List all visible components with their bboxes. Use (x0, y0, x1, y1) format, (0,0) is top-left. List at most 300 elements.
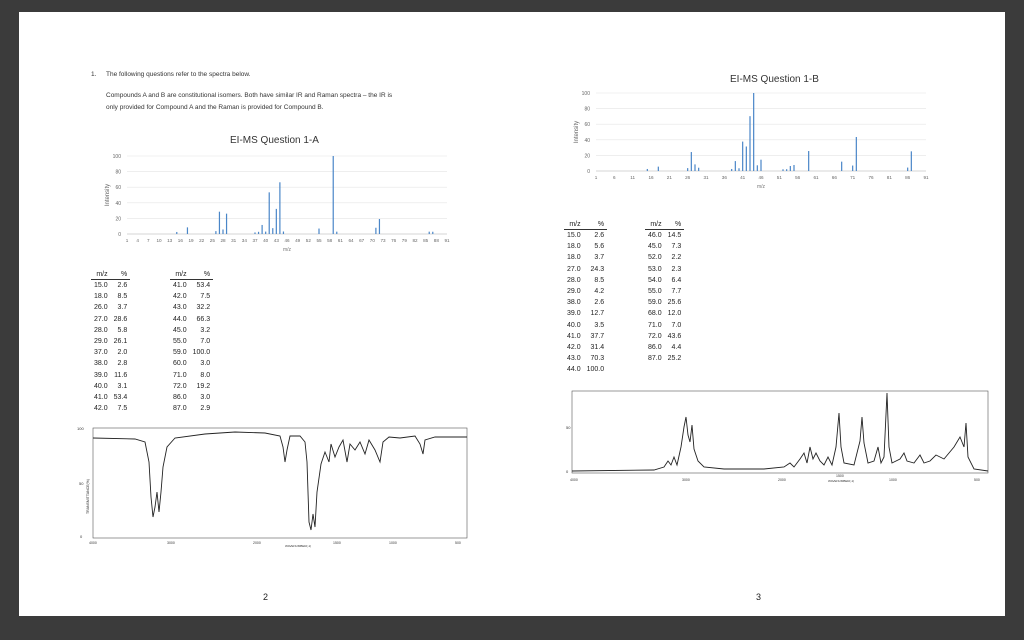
y-tick-label: 0 (587, 169, 590, 175)
ir-x-tick-3000: 3000 (167, 541, 175, 545)
x-tick-label: 61 (337, 238, 343, 243)
y-tick-label: 40 (584, 137, 590, 144)
table-row (645, 331, 684, 342)
ir-y-tick-100: 100 (77, 426, 84, 431)
intensity-value: 31.4 (590, 343, 605, 351)
x-tick-label: 61 (813, 175, 819, 180)
raman-x-tick-1500: 1500 (836, 474, 844, 478)
mz-table-left (91, 270, 130, 414)
y-tick-label: 20 (584, 153, 590, 160)
table-row (91, 325, 130, 336)
y-axis-label: Intensity (105, 183, 111, 207)
mz-value: 43.0 (173, 304, 187, 312)
table-row (91, 302, 130, 313)
mz-value: 28.0 (567, 276, 581, 284)
mz-value: 53.0 (648, 265, 662, 273)
intensity-value: 12.7 (590, 310, 605, 318)
bar (757, 165, 758, 171)
intensity-value: 28.6 (113, 315, 128, 323)
intensity-value: 26.1 (113, 338, 128, 346)
bar (749, 116, 750, 171)
mz-value: 45.0 (173, 326, 187, 334)
pct-header: % (665, 220, 685, 230)
raman-y-tick-0: 0 (566, 469, 569, 474)
bar (687, 168, 688, 171)
intensity-value: 2.6 (594, 299, 605, 307)
intensity-value: 14.5 (667, 232, 682, 240)
raman-x-tick-1000: 1000 (889, 478, 897, 482)
x-tick-label: 16 (648, 175, 654, 180)
x-tick-label: 73 (380, 238, 386, 243)
bar (691, 152, 692, 171)
mz-value: 41.0 (94, 393, 108, 401)
mz-value: 42.0 (173, 293, 187, 301)
ir-x-tick-1000: 1000 (389, 541, 397, 545)
bar (841, 162, 842, 171)
mz-value: 72.0 (648, 332, 662, 340)
mz-value: 52.0 (648, 254, 662, 262)
table-row (564, 275, 607, 286)
x-tick-label: 43 (273, 238, 279, 243)
bar (742, 142, 743, 171)
bar (793, 165, 794, 171)
mz-value: 18.0 (567, 243, 581, 251)
intensity-value: 3.7 (117, 304, 128, 312)
table-row (645, 230, 684, 242)
intro-line-2: only provided for Compound A and the Raman is provided for Compound B. (106, 104, 324, 111)
mz-value: 38.0 (94, 360, 108, 368)
bar (176, 232, 177, 234)
table-row (170, 302, 213, 313)
table-row (645, 241, 684, 252)
table-row (645, 252, 684, 263)
mz-value: 39.0 (567, 310, 581, 318)
intensity-value: 2.0 (117, 349, 128, 357)
mz-table-right (645, 220, 684, 364)
intensity-value: 3.1 (117, 382, 128, 390)
table-row (645, 308, 684, 319)
x-tick-label: 36 (721, 175, 727, 180)
intensity-value: 7.5 (117, 405, 128, 413)
intensity-value: 3.0 (200, 360, 211, 368)
ir-x-label: WAVENUMBER(-1) (285, 544, 312, 548)
mz-header: m/z (645, 220, 665, 230)
mz-value: 15.0 (94, 282, 108, 290)
ir-frame (93, 428, 467, 538)
mz-value: 55.0 (173, 338, 187, 346)
intensity-value: 25.2 (667, 355, 682, 363)
x-tick-label: 51 (776, 175, 782, 180)
y-tick-label: 0 (118, 232, 121, 238)
raman-frame (572, 391, 988, 473)
table-row (91, 347, 130, 358)
bar (911, 151, 912, 171)
x-tick-label: 76 (868, 175, 874, 180)
mz-value: 29.0 (94, 338, 108, 346)
intensity-value: 100.0 (586, 366, 605, 374)
bar (279, 182, 280, 234)
mz-value: 44.0 (173, 315, 187, 323)
table-row (170, 358, 213, 369)
bar (432, 232, 433, 234)
intensity-value: 2.6 (594, 232, 605, 240)
raman-x-tick-4000: 4000 (570, 478, 578, 482)
mz-value: 38.0 (567, 299, 581, 307)
x-tick-label: 46 (758, 175, 764, 180)
table-row (91, 381, 130, 392)
intensity-value: 11.6 (114, 371, 128, 379)
x-tick-label: 52 (305, 238, 311, 243)
bar (219, 212, 220, 234)
ir-y-tick-50: 50 (79, 481, 84, 486)
intensity-value: 24.3 (590, 265, 605, 273)
mz-value: 87.0 (648, 355, 662, 363)
x-tick-label: 49 (295, 238, 301, 243)
intensity-value: 3.7 (594, 254, 605, 262)
mz-value: 87.0 (173, 405, 187, 413)
mz-value: 44.0 (567, 366, 581, 374)
mz-value: 29.0 (567, 288, 581, 296)
x-tick-label: 58 (327, 238, 333, 243)
intensity-value: 3.0 (200, 393, 211, 401)
ir-trace (93, 432, 467, 530)
mz-value: 54.0 (648, 276, 662, 284)
raman-x-label: WAVENUMBER(-1) (828, 479, 855, 483)
bar (318, 229, 319, 234)
table-row (564, 331, 607, 342)
mz-value: 26.0 (94, 304, 108, 312)
mz-value: 59.0 (648, 299, 662, 307)
bar (215, 231, 216, 234)
x-tick-label: 31 (231, 238, 237, 243)
intensity-value: 2.6 (117, 282, 128, 290)
mz-value: 18.0 (94, 293, 108, 301)
x-tick-label: 19 (188, 238, 194, 243)
table-row (645, 320, 684, 331)
x-tick-label: 79 (401, 238, 407, 243)
chart-b-title: EI-MS Question 1-B (730, 74, 819, 85)
ir-x-tick-500: 500 (455, 541, 461, 545)
mz-value: 41.0 (173, 282, 187, 290)
x-tick-label: 86 (905, 175, 911, 180)
bar (276, 209, 277, 234)
ir-y-label: TRANSMITTANCE(%) (86, 479, 90, 514)
mz-value: 45.0 (648, 243, 662, 251)
bar (760, 160, 761, 171)
x-tick-label: 88 (433, 238, 439, 243)
bar (333, 156, 334, 234)
x-tick-label: 26 (685, 175, 691, 180)
raman-x-tick-2000: 2000 (778, 478, 786, 482)
intensity-value: 6.4 (671, 276, 682, 284)
mz-value: 72.0 (173, 382, 187, 390)
bar (746, 147, 747, 171)
bar (375, 228, 376, 234)
x-tick-label: 64 (348, 238, 354, 243)
y-tick-label: 20 (115, 216, 121, 223)
y-tick-label: 60 (115, 185, 121, 192)
intro-line-1: Compounds A and B are constitutional isomers. Both have similar IR and Raman spectra – the IR is (106, 92, 393, 99)
x-tick-label: 70 (369, 238, 375, 243)
x-tick-label: 6 (613, 175, 616, 180)
x-tick-label: 16 (177, 238, 183, 243)
mz-value: 46.0 (648, 232, 662, 240)
mz-header: m/z (564, 220, 584, 230)
mz-value: 37.0 (94, 349, 108, 357)
bar (786, 169, 787, 171)
x-tick-label: 71 (850, 175, 856, 180)
table-row (91, 403, 130, 414)
bar (856, 137, 857, 171)
intensity-value: 2.8 (117, 360, 128, 368)
x-tick-label: 22 (199, 238, 205, 243)
mz-table-left (564, 220, 607, 375)
mz-value: 15.0 (567, 232, 581, 240)
mz-value: 39.0 (94, 371, 108, 379)
x-tick-label: 55 (316, 238, 322, 243)
mz-value: 42.0 (567, 343, 581, 351)
table-row (564, 297, 607, 308)
ei-ms-chart-a (97, 150, 457, 266)
table-row (645, 297, 684, 308)
x-tick-label: 1 (594, 175, 598, 180)
table-row (91, 291, 130, 302)
intensity-value: 4.2 (594, 288, 605, 296)
table-row (91, 314, 130, 325)
table-row (564, 308, 607, 319)
table-row (564, 241, 607, 252)
intensity-value: 3.5 (594, 321, 605, 329)
mz-value: 68.0 (648, 310, 662, 318)
y-tick-label: 60 (584, 122, 590, 129)
bar (429, 232, 430, 234)
intensity-value: 32.2 (196, 304, 211, 312)
table-row (564, 353, 607, 364)
x-tick-label: 67 (359, 238, 365, 243)
x-tick-label: 25 (209, 238, 215, 243)
bar (782, 169, 783, 171)
mz-value: 71.0 (173, 371, 187, 379)
bar (907, 168, 908, 171)
table-row (170, 314, 213, 325)
question-number: 1. (91, 71, 97, 78)
y-axis-label: Intensity (574, 120, 580, 144)
page-number: 3 (755, 592, 761, 602)
x-tick-label: 21 (666, 175, 672, 180)
table-row (645, 353, 684, 364)
table-row (170, 381, 213, 392)
bar (265, 232, 266, 234)
raman-spectrum (564, 387, 994, 487)
intensity-value: 43.6 (667, 332, 682, 340)
intensity-value: 12.0 (667, 310, 682, 318)
table-row (564, 342, 607, 353)
x-tick-label: 28 (220, 238, 226, 243)
bar (262, 225, 263, 234)
x-tick-label: 46 (284, 238, 290, 243)
bar (258, 232, 259, 234)
intensity-value: 8.5 (117, 293, 128, 301)
bar (272, 228, 273, 234)
y-tick-label: 40 (115, 200, 121, 207)
table-row (170, 291, 213, 302)
x-tick-label: 40 (263, 238, 269, 243)
mz-header: m/z (91, 270, 111, 280)
table-row (170, 370, 213, 381)
x-tick-label: 85 (423, 238, 429, 243)
intensity-value: 2.9 (200, 405, 211, 413)
table-row (170, 280, 213, 292)
ir-x-tick-4000: 4000 (89, 541, 97, 545)
raman-x-tick-3000: 3000 (682, 478, 690, 482)
table-row (564, 264, 607, 275)
bar (283, 232, 284, 234)
x-tick-label: 11 (630, 175, 636, 180)
raman-x-tick-500: 500 (974, 478, 980, 482)
bar (698, 168, 699, 171)
raman-y-tick-50: 50 (566, 425, 571, 430)
mz-value: 43.0 (567, 355, 581, 363)
ir-spectrum (75, 422, 475, 547)
bar (226, 214, 227, 234)
document-page-2 (19, 12, 512, 616)
bar (269, 192, 270, 234)
intensity-value: 53.4 (196, 282, 211, 290)
table-row (170, 392, 213, 403)
table-row (91, 392, 130, 403)
x-tick-label: 13 (167, 238, 173, 243)
bar (336, 232, 337, 234)
x-tick-label: 10 (156, 238, 162, 243)
bar (852, 166, 853, 171)
intensity-value: 8.5 (594, 276, 605, 284)
table-row (645, 264, 684, 275)
x-tick-label: 37 (252, 238, 258, 243)
question-line: The following questions refer to the spectra below. (106, 71, 251, 78)
mz-value: 27.0 (94, 315, 108, 323)
intensity-value: 7.0 (671, 321, 682, 329)
intensity-value: 37.7 (590, 332, 605, 340)
table-row (91, 336, 130, 347)
table-row (91, 370, 130, 381)
x-tick-label: 82 (412, 238, 418, 243)
mz-value: 59.0 (173, 349, 187, 357)
intensity-value: 2.2 (671, 254, 682, 262)
y-tick-label: 100 (581, 91, 590, 97)
x-axis-label: m/z (282, 247, 292, 253)
x-tick-label: 31 (703, 175, 709, 180)
intensity-value: 7.5 (200, 293, 211, 301)
intensity-value: 25.6 (667, 299, 682, 307)
pct-header: % (190, 270, 214, 280)
bar (731, 169, 732, 171)
intensity-value: 100.0 (192, 349, 211, 357)
table-row (91, 280, 130, 292)
table-row (645, 286, 684, 297)
table-row (564, 364, 607, 375)
mz-value: 60.0 (173, 360, 187, 368)
raman-trace (572, 393, 988, 471)
table-row (170, 403, 213, 414)
table-row (645, 275, 684, 286)
mz-value: 40.0 (94, 382, 108, 390)
intensity-value: 2.3 (671, 265, 682, 273)
x-tick-label: 91 (444, 238, 450, 243)
mz-value: 28.0 (94, 326, 108, 334)
x-tick-label: 1 (125, 238, 129, 243)
mz-value: 18.0 (567, 254, 581, 262)
bar (694, 164, 695, 171)
bar (379, 219, 380, 234)
intensity-value: 7.0 (200, 338, 211, 346)
mz-value: 27.0 (567, 265, 581, 273)
ei-ms-chart-b (576, 87, 932, 207)
intensity-value: 70.3 (590, 355, 605, 363)
intensity-value: 8.0 (200, 371, 211, 379)
mz-value: 71.0 (648, 321, 662, 329)
bar (808, 151, 809, 171)
mz-value: 86.0 (648, 343, 662, 351)
pct-header: % (111, 270, 131, 280)
x-axis-label: m/z (756, 184, 766, 190)
intensity-value: 7.7 (671, 288, 682, 296)
y-tick-label: 80 (584, 106, 590, 113)
table-row (564, 320, 607, 331)
table-row (564, 230, 607, 242)
x-tick-label: 4 (136, 238, 139, 243)
ir-y-tick-0: 0 (80, 534, 83, 539)
x-tick-label: 56 (795, 175, 801, 180)
mz-value: 40.0 (567, 321, 581, 329)
table-row (564, 252, 607, 263)
intensity-value: 3.2 (200, 326, 211, 334)
intensity-value: 19.2 (196, 382, 211, 390)
bar (735, 161, 736, 171)
bar (222, 229, 223, 234)
intensity-value: 4.4 (671, 343, 682, 351)
x-tick-label: 66 (831, 175, 837, 180)
bar (658, 167, 659, 171)
pct-header: % (584, 220, 608, 230)
table-row (170, 347, 213, 358)
table-row (170, 325, 213, 336)
table-row (564, 286, 607, 297)
intensity-value: 7.3 (671, 243, 682, 251)
table-row (645, 342, 684, 353)
intensity-value: 53.4 (113, 393, 128, 401)
bar (647, 169, 648, 171)
intensity-value: 5.6 (594, 243, 605, 251)
mz-value: 55.0 (648, 288, 662, 296)
mz-value: 42.0 (94, 405, 108, 413)
bar (254, 232, 255, 234)
chart-a-title: EI-MS Question 1-A (230, 135, 319, 146)
x-tick-label: 91 (923, 175, 929, 180)
y-tick-label: 100 (112, 154, 121, 160)
bar (790, 166, 791, 171)
mz-value: 41.0 (567, 332, 581, 340)
mz-table-right (170, 270, 213, 414)
x-tick-label: 76 (391, 238, 397, 243)
ir-x-tick-2000: 2000 (253, 541, 261, 545)
intensity-value: 66.3 (196, 315, 211, 323)
table-row (170, 336, 213, 347)
ir-x-tick-1500: 1500 (333, 541, 341, 545)
bar (753, 93, 754, 171)
x-tick-label: 34 (241, 238, 247, 243)
x-tick-label: 41 (740, 175, 746, 180)
table-row (91, 358, 130, 369)
